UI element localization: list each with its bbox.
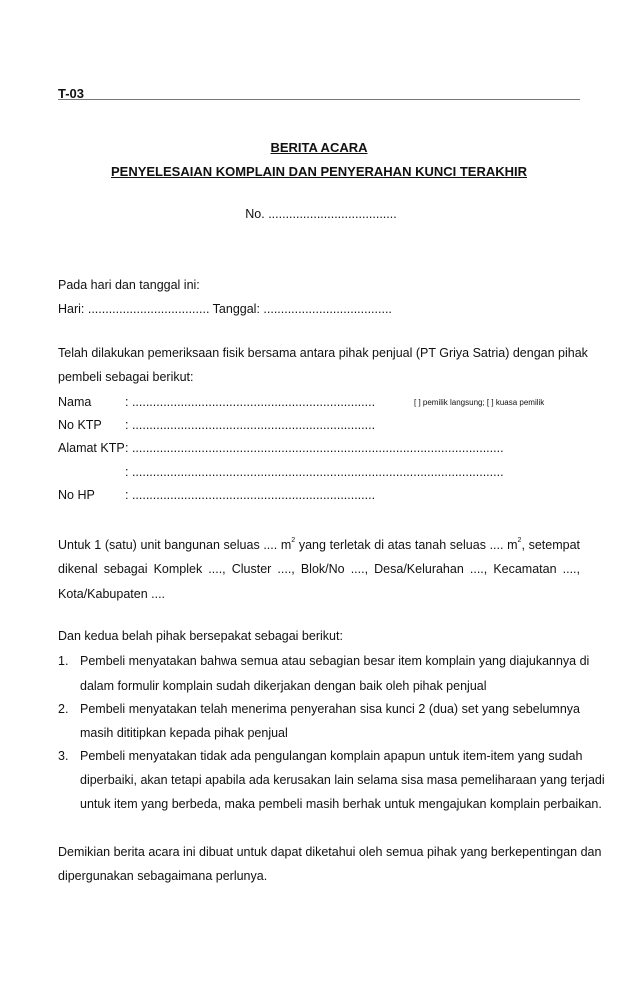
document-number: No. ..................................... bbox=[245, 207, 397, 221]
field-label-ktp: No KTP bbox=[58, 418, 102, 432]
document-code: T-03 bbox=[58, 86, 85, 101]
unit-paragraph-line3: Kota/Kabupaten .... bbox=[58, 587, 166, 601]
field-value-ktp: : ...................................................................... bbox=[125, 418, 376, 432]
unit-paragraph-line1: Untuk 1 (satu) unit bangunan seluas .... $m^2$ yang terletak di atas tanah seluas .... $m^2$, setempat bbox=[58, 537, 580, 552]
date-intro: Pada hari dan tanggal ini: bbox=[58, 278, 200, 292]
document-subtitle: PENYELESAIAN KOMPLAIN DAN PENYERAHAN KUNCI TERAKHIR bbox=[110, 164, 528, 179]
closing-line1: Demikian berita acara ini dibuat untuk dapat diketahui oleh semua pihak yang berkepentingan dan bbox=[58, 845, 602, 859]
field-value-address: : ........................................................................................................... bbox=[125, 441, 504, 455]
agreement-number: 2. bbox=[58, 702, 69, 716]
agreement-1-line2: dalam formulir komplain sudah dikerjakan dengan baik oleh pihak penjual bbox=[80, 679, 487, 693]
field-value-address-line2: : ........................................................................................................... bbox=[125, 465, 504, 479]
field-label-address: Alamat KTP bbox=[58, 441, 125, 455]
field-label-name: Nama bbox=[58, 395, 92, 409]
agreement-number: 3. bbox=[58, 749, 69, 763]
agreement-2-line2: masih dititipkan kepada pihak penjual bbox=[80, 726, 288, 740]
date-fields: Hari: ................................... Tanggal: ..................................... bbox=[58, 302, 392, 316]
field-value-phone: : ...................................................................... bbox=[125, 488, 376, 502]
agreement-2-line1: Pembeli menyatakan telah menerima penyerahan sisa kunci 2 (dua) set yang sebelumnya bbox=[80, 702, 580, 716]
intro-paragraph-line2: pembeli sebagai berikut: bbox=[58, 370, 194, 384]
field-label-phone: No HP bbox=[58, 488, 95, 502]
agreement-number: 1. bbox=[58, 654, 69, 668]
header-divider bbox=[58, 99, 580, 100]
agreement-3-line1: Pembeli menyatakan tidak ada pengulangan komplain apapun untuk item-item yang sudah bbox=[80, 749, 583, 763]
intro-paragraph-line1: Telah dilakukan pemeriksaan fisik bersama antara pihak penjual (PT Griya Satria) dengan pihak bbox=[58, 346, 588, 360]
agreement-3-line2: diperbaiki, akan tetapi apabila ada kerusakan lain selama sisa masa pemeliharaan yang terjadi bbox=[80, 773, 605, 787]
agreement-1-line1: Pembeli menyatakan bahwa semua atau sebagian besar item komplain yang diajukannya di bbox=[80, 654, 590, 668]
agreement-3-line3: untuk item yang berbeda, maka pembeli masih berhak untuk mengajukan komplain perbaikan. bbox=[80, 797, 602, 811]
closing-line2: dipergunakan sebagaimana perlunya. bbox=[58, 869, 268, 883]
ownership-note: [ ] pemilik langsung; [ ] kuasa pemilik bbox=[414, 398, 545, 407]
unit-paragraph-line2: dikenal sebagai Komplek ...., Cluster ...., Blok/No ...., Desa/Kelurahan ...., Kecamatan ...., bbox=[58, 562, 580, 576]
document-title: BERITA ACARA bbox=[270, 140, 368, 155]
agreement-intro: Dan kedua belah pihak bersepakat sebagai berikut: bbox=[58, 629, 343, 643]
field-value-name: : ...................................................................... bbox=[125, 395, 376, 409]
